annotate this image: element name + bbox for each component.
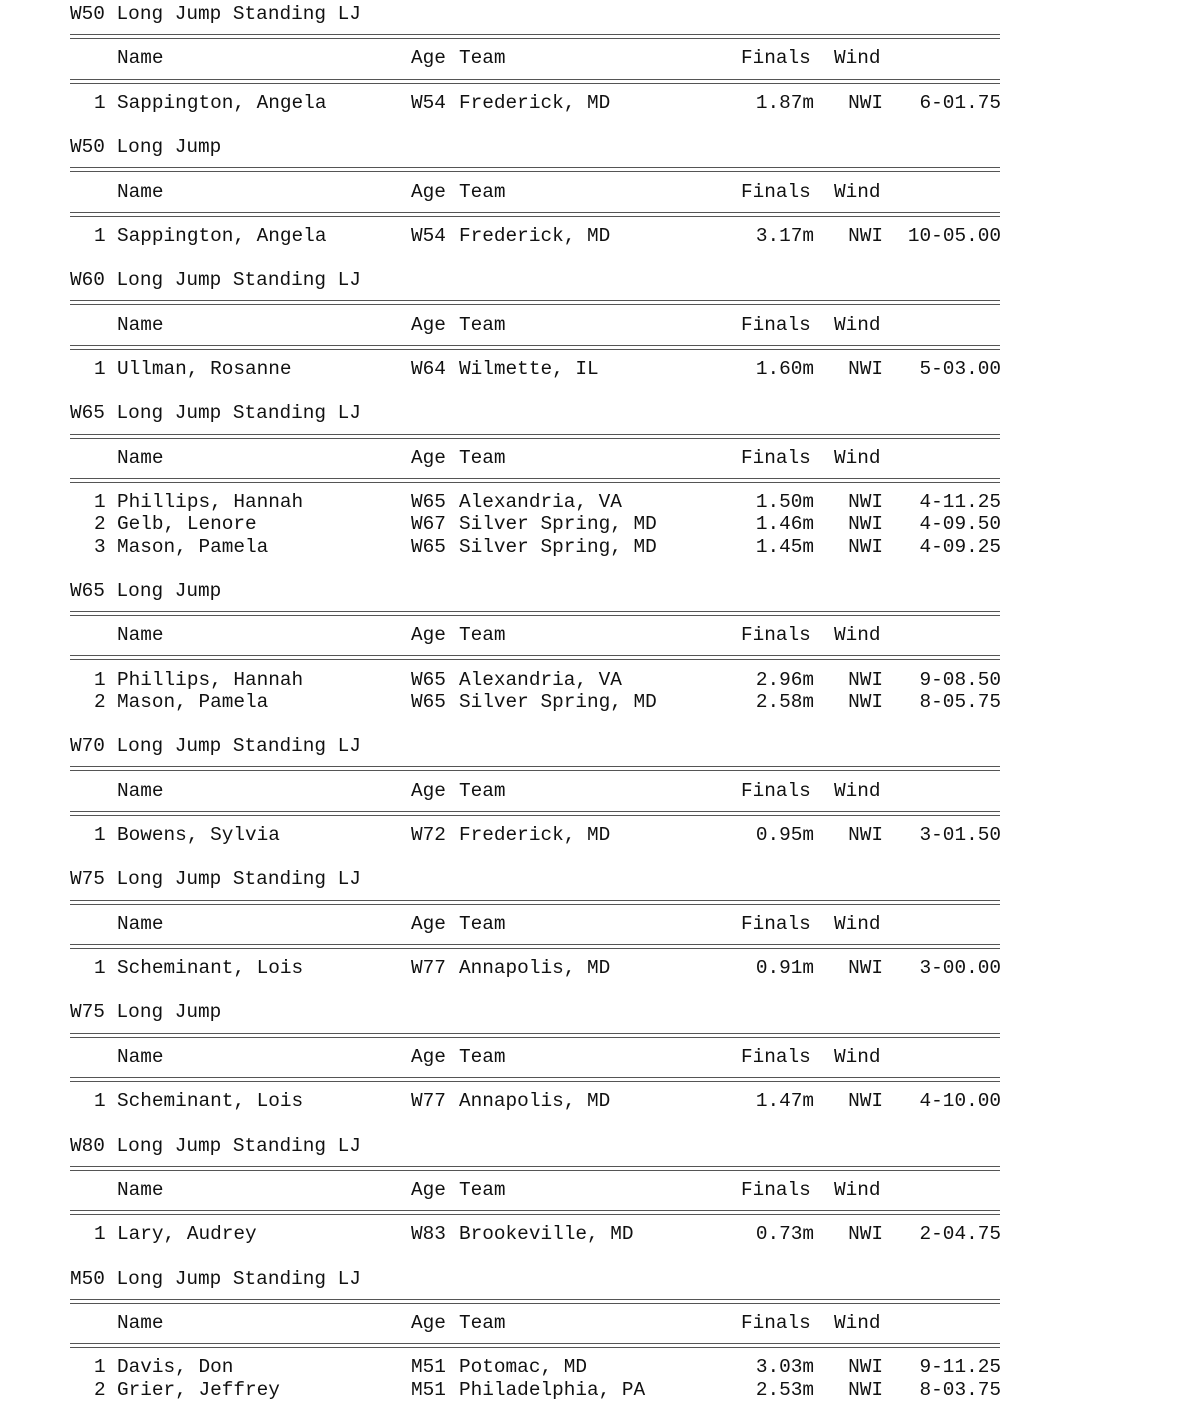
double-rule-separator bbox=[70, 646, 1002, 668]
header-name: Name bbox=[117, 180, 164, 203]
imperial-mark: 8-05.75 bbox=[919, 690, 1001, 713]
event-section bbox=[70, 580, 1002, 735]
double-rule bbox=[70, 1299, 1000, 1300]
header-team: Team bbox=[459, 624, 506, 647]
wind-reading: NWI bbox=[848, 535, 883, 558]
result-row bbox=[70, 1223, 1002, 1245]
result-rank: 1 bbox=[94, 491, 106, 514]
imperial-mark: 4-09.25 bbox=[919, 535, 1001, 558]
imperial-mark: 9-08.50 bbox=[919, 668, 1001, 691]
finals-mark: 0.73m bbox=[755, 1223, 814, 1246]
header-wind: Wind bbox=[834, 624, 881, 647]
result-rank: 2 bbox=[94, 513, 106, 536]
column-header-row bbox=[70, 780, 1002, 802]
result-rank: 1 bbox=[94, 1090, 106, 1113]
header-age: Age bbox=[411, 779, 446, 802]
header-finals: Finals bbox=[741, 1045, 811, 1068]
header-wind: Wind bbox=[834, 779, 881, 802]
imperial-mark: 4-11.25 bbox=[919, 491, 1001, 514]
double-rule bbox=[70, 345, 1000, 346]
double-rule bbox=[70, 811, 1000, 812]
result-rank: 1 bbox=[94, 358, 106, 380]
athlete-name: Lary, Audrey bbox=[117, 1223, 257, 1246]
double-rule bbox=[70, 167, 1000, 168]
event-title bbox=[70, 1268, 1002, 1290]
event-title-text: W50 Long Jump bbox=[70, 136, 222, 159]
athlete-age: W67 bbox=[411, 513, 446, 536]
result-rank: 1 bbox=[94, 1356, 106, 1379]
double-rule-separator bbox=[70, 1068, 1002, 1090]
athlete-age: W54 bbox=[411, 91, 446, 114]
result-row bbox=[70, 513, 1002, 535]
athlete-name: Mason, Pamela bbox=[117, 690, 269, 713]
double-rule-separator bbox=[70, 1334, 1002, 1356]
header-age: Age bbox=[411, 47, 446, 70]
event-section bbox=[70, 136, 1002, 269]
result-row bbox=[70, 824, 1002, 846]
imperial-mark: 3-01.50 bbox=[919, 823, 1001, 846]
header-finals: Finals bbox=[741, 1312, 811, 1335]
wind-reading: NWI bbox=[848, 957, 883, 980]
imperial-mark: 2-04.75 bbox=[919, 1223, 1001, 1246]
double-rule-separator bbox=[70, 291, 1002, 313]
athlete-team: Silver Spring, MD bbox=[459, 690, 657, 713]
double-rule-separator bbox=[70, 802, 1002, 824]
double-rule-separator bbox=[70, 1157, 1002, 1179]
header-wind: Wind bbox=[834, 313, 881, 336]
imperial-mark: 6-01.75 bbox=[919, 91, 1001, 114]
blank-line bbox=[70, 1246, 1002, 1268]
imperial-mark: 9-11.25 bbox=[919, 1356, 1001, 1379]
finals-mark: 0.91m bbox=[755, 957, 814, 980]
double-rule bbox=[70, 1166, 1000, 1167]
blank-line bbox=[70, 713, 1002, 735]
double-rule bbox=[70, 434, 1000, 435]
header-name: Name bbox=[117, 779, 164, 802]
double-rule-separator bbox=[70, 1290, 1002, 1312]
athlete-team: Silver Spring, MD bbox=[459, 513, 657, 536]
double-rule bbox=[70, 1343, 1000, 1344]
result-rank: 1 bbox=[94, 957, 106, 980]
finals-mark: 1.60m bbox=[755, 358, 814, 380]
header-finals: Finals bbox=[741, 912, 811, 935]
wind-reading: NWI bbox=[848, 1378, 883, 1401]
event-title bbox=[70, 735, 1002, 757]
event-title-text: W75 Long Jump bbox=[70, 1001, 222, 1024]
imperial-mark: 4-10.00 bbox=[919, 1090, 1001, 1113]
finals-mark: 2.58m bbox=[755, 690, 814, 713]
event-title bbox=[70, 868, 1002, 890]
finals-mark: 0.95m bbox=[755, 823, 814, 846]
finals-mark: 1.45m bbox=[755, 535, 814, 558]
event-section bbox=[70, 868, 1002, 1001]
header-name: Name bbox=[117, 446, 164, 469]
athlete-team: Annapolis, MD bbox=[459, 1090, 611, 1113]
imperial-mark: 8-03.75 bbox=[919, 1378, 1001, 1401]
double-rule bbox=[70, 611, 1000, 612]
double-rule-separator bbox=[70, 336, 1002, 358]
header-team: Team bbox=[459, 1312, 506, 1335]
event-title-text: W70 Long Jump Standing LJ bbox=[70, 735, 361, 758]
athlete-name: Bowens, Sylvia bbox=[117, 823, 280, 846]
event-section bbox=[70, 1135, 1002, 1268]
athlete-age: W72 bbox=[411, 823, 446, 846]
header-team: Team bbox=[459, 1045, 506, 1068]
header-wind: Wind bbox=[834, 446, 881, 469]
header-finals: Finals bbox=[741, 779, 811, 802]
column-header-row bbox=[70, 624, 1002, 646]
header-team: Team bbox=[459, 779, 506, 802]
double-rule-separator bbox=[70, 935, 1002, 957]
athlete-age: W65 bbox=[411, 535, 446, 558]
event-section bbox=[70, 402, 1002, 580]
double-rule bbox=[70, 944, 1000, 945]
result-row bbox=[70, 669, 1002, 691]
event-title bbox=[70, 580, 1002, 602]
event-section bbox=[70, 1001, 1002, 1134]
result-rank: 1 bbox=[94, 668, 106, 691]
result-row bbox=[70, 691, 1002, 713]
finals-mark: 1.46m bbox=[755, 513, 814, 536]
header-finals: Finals bbox=[741, 446, 811, 469]
athlete-age: W77 bbox=[411, 1090, 446, 1113]
header-age: Age bbox=[411, 1045, 446, 1068]
column-header-row bbox=[70, 314, 1002, 336]
result-row bbox=[70, 225, 1002, 247]
event-title bbox=[70, 269, 1002, 291]
blank-line bbox=[70, 1112, 1002, 1134]
finals-mark: 3.17m bbox=[755, 224, 814, 247]
athlete-name: Phillips, Hannah bbox=[117, 491, 304, 514]
athlete-age: W65 bbox=[411, 690, 446, 713]
result-rank: 1 bbox=[94, 1223, 106, 1246]
double-rule bbox=[70, 212, 1000, 213]
athlete-name: Grier, Jeffrey bbox=[117, 1378, 280, 1401]
imperial-mark: 10-05.00 bbox=[907, 224, 1001, 247]
wind-reading: NWI bbox=[848, 91, 883, 114]
finals-mark: 2.96m bbox=[755, 668, 814, 691]
wind-reading: NWI bbox=[848, 358, 883, 380]
header-wind: Wind bbox=[834, 180, 881, 203]
event-section bbox=[70, 269, 1002, 402]
athlete-team: Potomac, MD bbox=[459, 1356, 587, 1379]
header-age: Age bbox=[411, 1312, 446, 1335]
header-age: Age bbox=[411, 313, 446, 336]
athlete-name: Gelb, Lenore bbox=[117, 513, 257, 536]
result-row bbox=[70, 92, 1002, 114]
double-rule-separator bbox=[70, 602, 1002, 624]
finals-mark: 3.03m bbox=[755, 1356, 814, 1379]
blank-line bbox=[70, 979, 1002, 1001]
double-rule bbox=[70, 478, 1000, 479]
double-rule-separator bbox=[70, 70, 1002, 92]
double-rule-separator bbox=[70, 757, 1002, 779]
imperial-mark: 4-09.50 bbox=[919, 513, 1001, 536]
athlete-age: W65 bbox=[411, 491, 446, 514]
wind-reading: NWI bbox=[848, 224, 883, 247]
event-title bbox=[70, 136, 1002, 158]
header-wind: Wind bbox=[834, 1312, 881, 1335]
result-row bbox=[70, 536, 1002, 558]
header-wind: Wind bbox=[834, 47, 881, 70]
double-rule-separator bbox=[70, 25, 1002, 47]
header-age: Age bbox=[411, 912, 446, 935]
header-age: Age bbox=[411, 624, 446, 647]
header-team: Team bbox=[459, 1178, 506, 1201]
event-title-text: W60 Long Jump Standing LJ bbox=[70, 269, 361, 292]
athlete-team: Wilmette, IL bbox=[459, 358, 599, 380]
column-header-row bbox=[70, 47, 1002, 69]
athlete-team: Alexandria, VA bbox=[459, 668, 622, 691]
result-row bbox=[70, 1090, 1002, 1112]
double-rule-separator bbox=[70, 891, 1002, 913]
athlete-team: Brookeville, MD bbox=[459, 1223, 634, 1246]
header-age: Age bbox=[411, 180, 446, 203]
event-title bbox=[70, 1001, 1002, 1023]
finals-mark: 1.87m bbox=[755, 91, 814, 114]
header-age: Age bbox=[411, 446, 446, 469]
athlete-team: Annapolis, MD bbox=[459, 957, 611, 980]
double-rule-separator bbox=[70, 1201, 1002, 1223]
athlete-team: Frederick, MD bbox=[459, 91, 611, 114]
imperial-mark: 5-03.00 bbox=[919, 358, 1001, 380]
double-rule-separator bbox=[70, 425, 1002, 447]
double-rule bbox=[70, 1077, 1000, 1078]
athlete-team: Philadelphia, PA bbox=[459, 1378, 646, 1401]
wind-reading: NWI bbox=[848, 823, 883, 846]
result-row bbox=[70, 1356, 1002, 1378]
header-wind: Wind bbox=[834, 1178, 881, 1201]
event-title-text: W75 Long Jump Standing LJ bbox=[70, 868, 361, 891]
header-finals: Finals bbox=[741, 47, 811, 70]
header-name: Name bbox=[117, 1312, 164, 1335]
header-finals: Finals bbox=[741, 313, 811, 336]
double-rule bbox=[70, 900, 1000, 901]
athlete-name: Davis, Don bbox=[117, 1356, 234, 1379]
finals-mark: 1.50m bbox=[755, 491, 814, 514]
blank-line bbox=[70, 114, 1002, 136]
double-rule bbox=[70, 655, 1000, 656]
column-header-row bbox=[70, 1046, 1002, 1068]
wind-reading: NWI bbox=[848, 1356, 883, 1379]
header-team: Team bbox=[459, 180, 506, 203]
imperial-mark: 3-00.00 bbox=[919, 957, 1001, 980]
athlete-name: Sappington, Angela bbox=[117, 91, 327, 114]
event-title-text: W65 Long Jump bbox=[70, 579, 222, 602]
event-title bbox=[70, 402, 1002, 424]
athlete-age: M51 bbox=[411, 1356, 446, 1379]
athlete-name: Scheminant, Lois bbox=[117, 1090, 304, 1113]
header-team: Team bbox=[459, 47, 506, 70]
double-rule bbox=[70, 79, 1000, 80]
header-wind: Wind bbox=[834, 1045, 881, 1068]
result-rank: 1 bbox=[94, 91, 106, 114]
column-header-row bbox=[70, 913, 1002, 935]
result-rank: 1 bbox=[94, 823, 106, 846]
athlete-age: W77 bbox=[411, 957, 446, 980]
event-section bbox=[70, 3, 1002, 136]
athlete-team: Frederick, MD bbox=[459, 823, 611, 846]
header-name: Name bbox=[117, 624, 164, 647]
header-name: Name bbox=[117, 313, 164, 336]
athlete-name: Scheminant, Lois bbox=[117, 957, 304, 980]
header-wind: Wind bbox=[834, 912, 881, 935]
result-rank: 2 bbox=[94, 690, 106, 713]
event-title-text: M50 Long Jump Standing LJ bbox=[70, 1267, 361, 1290]
event-title bbox=[70, 3, 1002, 25]
double-rule-separator bbox=[70, 158, 1002, 180]
athlete-age: W54 bbox=[411, 224, 446, 247]
athlete-team: Silver Spring, MD bbox=[459, 535, 657, 558]
double-rule bbox=[70, 1033, 1000, 1034]
wind-reading: NWI bbox=[848, 1090, 883, 1113]
event-title-text: W50 Long Jump Standing LJ bbox=[70, 3, 361, 25]
athlete-name: Phillips, Hannah bbox=[117, 668, 304, 691]
athlete-name: Ullman, Rosanne bbox=[117, 358, 292, 380]
athlete-team: Frederick, MD bbox=[459, 224, 611, 247]
header-team: Team bbox=[459, 446, 506, 469]
result-row bbox=[70, 491, 1002, 513]
column-header-row bbox=[70, 181, 1002, 203]
results-document bbox=[70, 3, 1002, 1401]
wind-reading: NWI bbox=[848, 668, 883, 691]
event-section bbox=[70, 735, 1002, 868]
header-team: Team bbox=[459, 313, 506, 336]
double-rule-separator bbox=[70, 1024, 1002, 1046]
blank-line bbox=[70, 380, 1002, 402]
wind-reading: NWI bbox=[848, 690, 883, 713]
athlete-name: Sappington, Angela bbox=[117, 224, 327, 247]
athlete-age: M51 bbox=[411, 1378, 446, 1401]
wind-reading: NWI bbox=[848, 1223, 883, 1246]
header-name: Name bbox=[117, 912, 164, 935]
event-title-text: W80 Long Jump Standing LJ bbox=[70, 1134, 361, 1157]
finals-mark: 1.47m bbox=[755, 1090, 814, 1113]
event-title bbox=[70, 1135, 1002, 1157]
result-rank: 1 bbox=[94, 224, 106, 247]
result-row bbox=[70, 358, 1002, 380]
double-rule bbox=[70, 34, 1000, 35]
result-row bbox=[70, 957, 1002, 979]
blank-line bbox=[70, 846, 1002, 868]
header-finals: Finals bbox=[741, 1178, 811, 1201]
athlete-age: W83 bbox=[411, 1223, 446, 1246]
header-finals: Finals bbox=[741, 180, 811, 203]
header-team: Team bbox=[459, 912, 506, 935]
blank-line bbox=[70, 247, 1002, 269]
wind-reading: NWI bbox=[848, 513, 883, 536]
finals-mark: 2.53m bbox=[755, 1378, 814, 1401]
double-rule bbox=[70, 300, 1000, 301]
column-header-row bbox=[70, 447, 1002, 469]
athlete-name: Mason, Pamela bbox=[117, 535, 269, 558]
header-name: Name bbox=[117, 47, 164, 70]
event-section bbox=[70, 1268, 1002, 1401]
athlete-team: Alexandria, VA bbox=[459, 491, 622, 514]
result-row bbox=[70, 1379, 1002, 1401]
double-rule-separator bbox=[70, 469, 1002, 491]
header-name: Name bbox=[117, 1045, 164, 1068]
header-finals: Finals bbox=[741, 624, 811, 647]
double-rule-separator bbox=[70, 203, 1002, 225]
result-rank: 3 bbox=[94, 535, 106, 558]
double-rule bbox=[70, 766, 1000, 767]
column-header-row bbox=[70, 1312, 1002, 1334]
header-age: Age bbox=[411, 1178, 446, 1201]
athlete-age: W64 bbox=[411, 358, 446, 380]
column-header-row bbox=[70, 1179, 1002, 1201]
athlete-age: W65 bbox=[411, 668, 446, 691]
double-rule bbox=[70, 1210, 1000, 1211]
wind-reading: NWI bbox=[848, 491, 883, 514]
result-rank: 2 bbox=[94, 1378, 106, 1401]
event-title-text: W65 Long Jump Standing LJ bbox=[70, 402, 361, 425]
header-name: Name bbox=[117, 1178, 164, 1201]
blank-line bbox=[70, 558, 1002, 580]
